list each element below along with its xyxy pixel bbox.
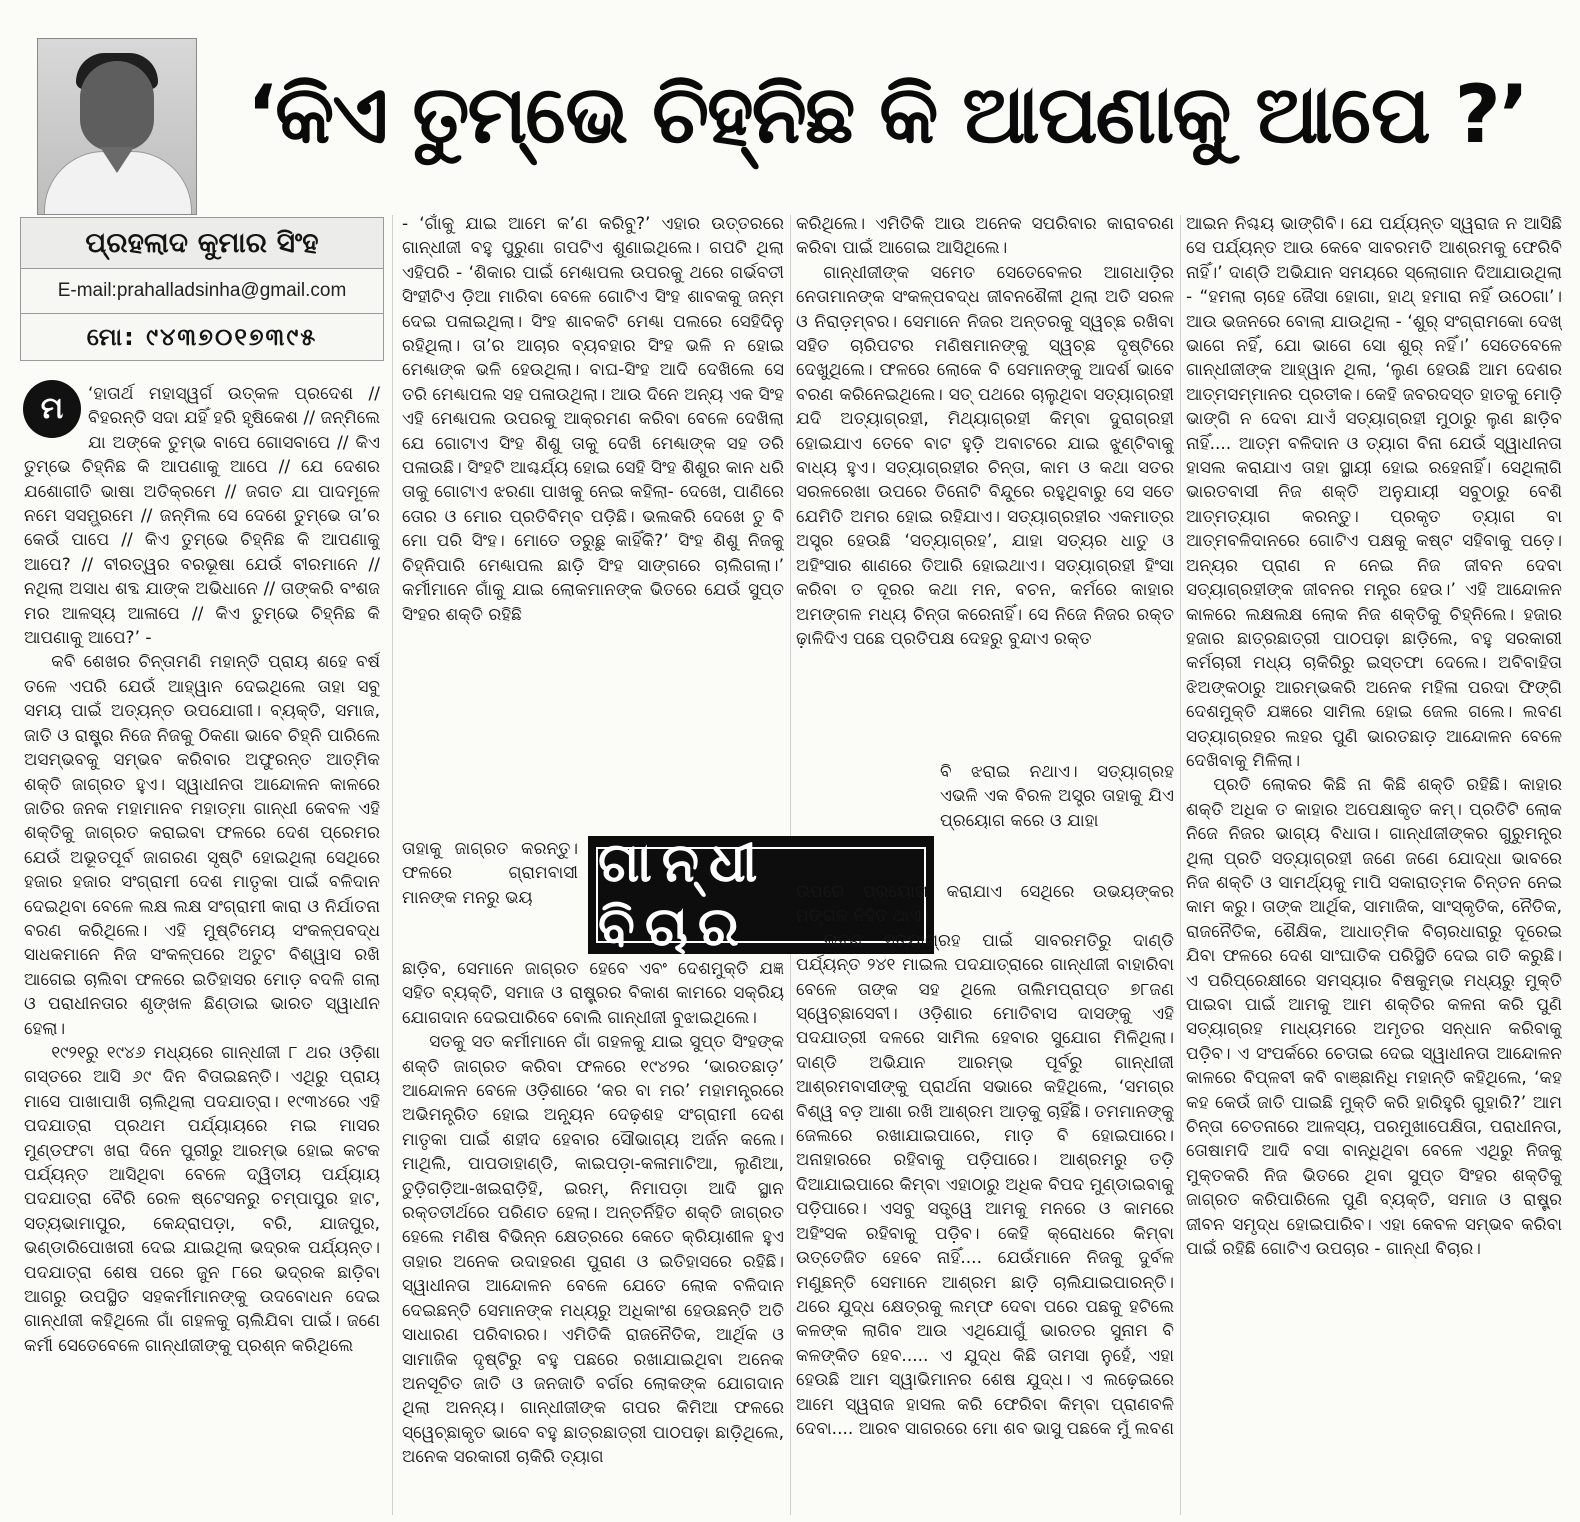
body-paragraph: ପ୍ରତି ଲୋକର କିଛି ନା କିଛି ଶକ୍ତି ରହିଛି। କାହାର ଶକ୍ତି ଅଧିକ ତ କାହାର ଅପେକ୍ଷାକୃତ କମ୍। ପ୍ରତିଟି ଲୋକ ନିଜେ ନିଜର ଭାଗ୍ୟ ବିଧାତା। ଗାନ୍ଧୀଜୀଙ୍କର ଗୁରୁମନ୍ତ୍ର ଥିଲା ପ୍ରତି ସତ୍ୟାଗ୍ରହୀ ଜଣେ ଜଣେ ଯୋଦ୍ଧା ଭାବରେ ନିଜ ଶକ୍ତି ଓ ସାମର୍ଥ୍ୟକୁ ମାପି ସକାରାତ୍ମକ ଚିନ୍ତନ ନେଇ କାମ କରୁ। ତାଙ୍କ ଆର୍ଥିକ, ସାମାଜିକ, ସାଂସ୍କୃତିକ, ନୈତିକ, ରାଜନୈତିକ, ଶୈକ୍ଷିକ, ଆଧାତ୍ମିକ ବିଚାରଧାରାରୁ ଦୂରେଇ ଯିବା ଫଳରେ ଦେଶ ସାଂଘାତିକ ପରିସ୍ଥିତି ଦେଇ ଗତି କରୁଛି। ଏ ପରିପ୍ରେକ୍ଷୀରେ ସମସ୍ୟାର ବିଷକୁମ୍ଭ ମଧ୍ୟରୁ ମୁକ୍ତି ପାଇବା ପାଇଁ ଆମକୁ ଆମ ଶକ୍ତିର କଳନା କରି ପୁଣି ସତ୍ୟାଗ୍ରହ ମାଧ୍ୟମରେ ଅମୃତର ସନ୍ଧାନ କରିବାକୁ ପଡ଼ିବ। ଏ ସଂପର୍କରେ ଚେତାଇ ଦେଇ ସ୍ୱାଧୀନତା ଆନ୍ଦୋଳନ କାଳରେ ବିପ୍ଳବୀ କବି ବାଞ୍ଛାନିଧି ମହାନ୍ତି କହିଥିଲେ, ‘କହ କହ କେଉଁ ଜାତି ପାଇଛି ମୁକ୍ତି କରି ହାରିହୁରି ଗୁହାରି?’ ଆମ ଚିନ୍ତା ଚେତନାରେ ଆଳସ୍ୟ, ପରମୁଖାପେକ୍ଷିତା, ପରାଧୀନତା, ତୋଷାମଦି ଆଦି ବସା ବାନ୍ଧିଥିବା ବେଳେ ଏଥିରୁ ନିଜକୁ ମୁକ୍ତକରି ନିଜ ଭିତରେ ଥିବା ସୁପ୍ତ ସିଂହର ଶକ୍ତିକୁ ଜାଗ୍ରତ କରିପାରିଲେ ପୁଣି ବ୍ୟକ୍ତି, ସମାଜ ଓ ରାଷ୍ଟ୍ର ଜୀବନ ସମୃଦ୍ଧ ହୋଇପାରିବ। ଏହା କେବଳ ସମ୍ଭବ କରିବା ପାଇଁ ରହିଛି ଗୋଟିଏ ଉପଚାର - ଗାନ୍ଧୀ ବିଚାର। (1186, 775, 1562, 1260)
column-2-top (402, 212, 784, 837)
author-box (20, 217, 384, 361)
body-paragraph: କବି ଶେଖର ଚିନ୍ତାମଣି ମହାନ୍ତି ପ୍ରାୟ ଶହେ ବର୍ଷ ତଳେ ଏପରି ଯେଉଁ ଆହ୍ୱାନ ଦେଇଥିଲେ ତାହା ସବୁ ସମୟ ପାଇଁ ଅତ୍ୟନ୍ତ ଉପଯୋଗୀ। ବ୍ୟକ୍ତି, ସମାଜ, ଜାତି ଓ ରାଷ୍ଟ୍ର ନିଜେ ନିଜକୁ ଠିକଣା ଭାବେ ଚିହ୍ନି ପାରିଲେ ଅସମ୍ଭବକୁ ସମ୍ଭବ କରିବାର ଅଫୁରନ୍ତ ଆତ୍ମିକ ଶକ୍ତି ଜାଗ୍ରତ ହୁଏ। ସ୍ୱାଧୀନତା ଆନ୍ଦୋଳନ କାଳରେ ଜାତିର ଜନକ ମହାମାନବ ମହାତ୍ମା ଗାନ୍ଧୀ କେବଳ ଏହି ଶକ୍ତିକୁ ଜାଗ୍ରତ କରାଇବା ଫଳରେ ଦେଶ ପ୍ରେମର ଯେଉଁ ଅଭୂତପୂର୍ବ ଜାଗରଣ ସୃଷ୍ଟି ହୋଇଥିଲା ସେଥିରେ ହଜାର ହଜାର ସଂଗ୍ରାମୀ ଦେଶ ମାତୃକା ପାଇଁ ବଳିଦାନ ଦେଇଥିବା ବେଳେ ଲକ୍ଷ ଲକ୍ଷ ସଂଗ୍ରାମୀ କାରା ଓ ନିର୍ଯାତନା ବରଣ କରିଥିଲେ। ଏହି ମୁଷ୍ଟିମେୟ ସଂକଳ୍ପବଦ୍ଧ ସାଧକମାନେ ନିଜ ସଂକଳ୍ପରେ ଅତୁଟ ବିଶ୍ୱାସ ରଖି ଆଗେଇ ଚାଲିବା ଫଳରେ ଇତିହାସର ମୋଡ଼ ବଦଳି ଗଲା ଓ ପରାଧୀନତାର ଶୃଙ୍ଖଳ ଛିଣ୍ଡାଇ ଭାରତ ସ୍ୱାଧୀନ ହେଲା। (24, 652, 380, 1039)
body-paragraph: ଆଇନ ନିଶ୍ଚୟ ଭାଙ୍ଗିବି। ଯେ ପର୍ଯ୍ୟନ୍ତ ସ୍ୱରାଜ ନ ଆସିଛି ସେ ପର୍ଯ୍ୟନ୍ତ ଆଉ କେବେ ସାବରମତି ଆଶ୍ରମକୁ ଫେରିବି ନାହିଁ।’ ଦାଣ୍ଡି ଅଭିଯାନ ସମୟରେ ସ୍ଲୋଗାନ ଦିଆଯାଉଥିଲା - “ହମଲା ଚାହେ ଜୈସା ହୋଗା, ହାଥ୍ ହମାରା ନହିଁ ଉଠେଗା’। ଆଉ ଭଜନରେ ବୋଲା ଯାଉଥିଲା - ‘ଶୁର୍ ସଂଗ୍ରାମକୋ ଦେଖ୍ ଭାଗେ ନହିଁ, ଯୋ ଭାଗେ ସୋ ଶୁର୍ ନହିଁ।’ ସେତେବେଳେ ଗାନ୍ଧୀଜୀଙ୍କ ଆହ୍ୱାନ ଥିଲା, ‘ଲୁଣ ହେଉଛି ଆମ ଦେଶର ଆତ୍ମସମ୍ମାନର ପ୍ରତୀକ। କେହି ଜବରଦସ୍ତ ହାତକୁ ମୋଡ଼ି ଭାଙ୍ଗି ନ ଦେବା ଯାଏଁ ସତ୍ୟାଗ୍ରହୀ ମୁଠାରୁ ଲୁଣ ଛାଡ଼ିବ ନାହିଁ.... ଆତ୍ମ ବଳିଦାନ ଓ ତ୍ୟାଗ ବିନା ଯେଉଁ ସ୍ୱାଧୀନତା ହାସଲ କରାଯାଏ ତାହା ସ୍ଥାୟୀ ହୋଇ ରହେନାହିଁ। ସେଥିଲାଗି ଭାରତବାସୀ ନିଜ ଶକ୍ତି ଅନୁଯାୟୀ ସବୁଠାରୁ ବେଶି ଆତ୍ମତ୍ୟାଗ କରନ୍ତୁ। ପ୍ରକୃତ ତ୍ୟାଗ ବା ଆତ୍ମବଳିଦାନରେ ଗୋଟିଏ ପକ୍ଷକୁ କଷ୍ଟ ସହିବାକୁ ପଡ଼େ। ଅନ୍ୟର ପ୍ରାଣ ନ ନେଇ ନିଜ ଜୀବନ ଦେବା ସତ୍ୟାଗ୍ରହୀଙ୍କ ଜୀବନର ମନ୍ତ୍ର ହେଉ।’ ଏହି ଆନ୍ଦୋଳନ କାଳରେ ଲକ୍ଷଲକ୍ଷ ଲୋକ ନିଜ ଶକ୍ତିକୁ ଚିହ୍ନିଲେ। ହଜାର ହଜାର ଛାତ୍ରଛାତ୍ରୀ ପାଠପଢ଼ା ଛାଡ଼ିଲେ, ବହୁ ସରକାରୀ କର୍ମଚାରୀ ମଧ୍ୟ ଚାକିରିରୁ ଇସ୍ତଫା ଦେଲେ। ଅବିବାହିତା ଝିଅଙ୍କଠାରୁ ଆରମ୍ଭକରି ଅନେକ ମହିଳା ପରଦା ଫିଙ୍ଗି ଦେଶମୁକ୍ତି ଯଜ୍ଞରେ ସାମିଲ ହୋଇ ଜେଲ ଗଲେ। ଲବଣ ସତ୍ୟାଗ୍ରହର ଲହର ପୁଣି ଭାରତଛାଡ଼ ଆନ୍ଦୋଳନ ବେଳେ ଦେଖିବାକୁ ମିଳିଲା। (1186, 214, 1562, 771)
author-photo (37, 38, 197, 215)
author-phone: ମୋ: ୯୪୩୭୦୧୭୩୯୫ (86, 323, 318, 351)
body-paragraph: ବି ଝରାଇ ନଥାଏ। ସତ୍ୟାଗ୍ରହ ଏଭଳି ଏକ ବିରଳ ଅସ୍ତ୍ର ତାହାକୁ ଯିଏ ପ୍ରୟୋଗ କରେ ଓ ଯାହା (940, 762, 1174, 831)
body-paragraph: ସତକୁ ସତ କର୍ମୀମାନେ ଗାଁ ଗହଳକୁ ଯାଇ ସୁପ୍ତ ସିଂହଙ୍କ ଶକ୍ତି ଜାଗ୍ରତ କରିବା ଫଳରେ ୧୯୪୨ର ‘ଭାରତଛାଡ଼’ ଆନ୍ଦୋଳନ ବେଳେ ଓଡ଼ିଶାରେ ‘କର ବା ମର’ ମହାମନ୍ତ୍ରରେ ଅଭିମନ୍ତ୍ରିତ ହୋଇ ଅନ୍ୟୂନ ଦେଢ଼ଶହ ସଂଗ୍ରାମୀ ଦେଶ ମାତୃକା ପାଇଁ ଶହୀଦ ହେବାର ସୌଭାଗ୍ୟ ଅର୍ଜନ କଲେ। ମାଥିଲି, ପାପଡାହାଣ୍ଡି, କାଇପଡ଼ା-କଳାମାଟିଆ, ଲୁଣିଆ, ତୁଡ଼ିଗଡ଼ିଆ-ଖଇରାଡ଼ିହି, ଇରମ୍, ନିମାପଡ଼ା ଆଦି ସ୍ଥାନ ରକ୍ତତୀର୍ଥରେ ପରିଣତ ହେଲା। ଅନ୍ତର୍ନିହିତ ଶକ୍ତି ଜାଗ୍ରତ ହେଲେ ମଣିଷ ବିଭିନ୍ନ କ୍ଷେତ୍ରରେ କେତେ କ୍ରିୟାଶୀଳ ହୁଏ ତାହାର ଅନେକ ଉଦାହରଣ ପୁରାଣ ଓ ଇତିହାସରେ ରହିଛି। ସ୍ୱାଧୀନତା ଆନ୍ଦୋଳନ ବେଳେ ଯେତେ ଲୋକ ବଳିଦାନ ଦେଇଛନ୍ତି ସେମାନଙ୍କ ମଧ୍ୟରୁ ଅଧିକାଂଶ ହେଉଛନ୍ତି ଅତି ସାଧାରଣ ପରିବାରର। ଏମିତିକି ରାଜନୈତିକ, ଆର୍ଥିକ ଓ ସାମାଜିକ ଦୃଷ୍ଟିରୁ ବହୁ ପଛରେ ରଖାଯାଇଥିବା ଅନେକ ଅନସୂଚିତ ଜାତି ଓ ଜନଜାତି ବର୍ଗର ଲୋକଙ୍କ ଯୋଗଦାନ ଥିଲା ଅନନ୍ୟ। ଗାନ୍ଧୀଜୀଙ୍କ ଗପର କିମିଆ ଫଳରେ ସ୍ୱେଚ୍ଛାକୃତ ଭାବେ ବହୁ ଛାତ୍ରଛାତ୍ରୀ ପାଠପଢ଼ା ଛାଡ଼ିଥିଲେ, ଅନେକ ସରକାରୀ ଚାକିରି ତ୍ୟାଗ (402, 1032, 784, 1468)
author-email[interactable]: E-mail:prahalladsinha@gmail.com (21, 269, 383, 314)
column-3-top (796, 212, 1174, 760)
poem-paragraph: ‘ହାତାର୍ଥ ମହାସ୍ୱର୍ଗ ଉତ୍କଳ ପ୍ରଦେଶ // ବିହରନ୍ତି ସଦା ଯହିଁ ହରି ହୃଷିକେଶ // ଜନ୍ମିଲେ ଯା ଅଙ୍କେ ତୁମ୍ଭ ବାପେ ଗୋସବାପେ // କିଏ ତୁମ୍ଭେ ଚିହ୍ନିଛ କି ଆପଣାକୁ ଆପେ // ଯେ ଦେଶର ଯଶୋଗୀତି ଭାଷା ଅତିକ୍ରମେ // ଜଗତ ଯା ପାଦମୂଳେ ନମେ ସସମ୍ଭ୍ରମେ // ଜନ୍ମିଲ ସେ ଦେଶେ ତୁମ୍ଭେ ତା’ର କେଉଁ ପାପେ // କିଏ ତୁମ୍ଭେ ଚିହ୍ନିଛ କି ଆପଣାକୁ ଆପେ? // ବୀରତ୍ୱର ବରଭୂଷା ଯେଉଁ ବୀରମାନେ // ନଥିଲା ଅସାଧ ଶବ୍ଦ ଯାଙ୍କ ଅଭିଧାନେ // ତାଙ୍କରି ବଂଶଜ ମର ଆଳସ୍ୟ ଆଳାପେ // କିଏ ତୁମ୍ଭେ ଚିହ୍ନିଛ କି ଆପଣାକୁ ଆପେ?’ - (24, 384, 380, 649)
body-paragraph: ୧୯୨୧ରୁ ୧୯୪୬ ମଧ୍ୟରେ ଗାନ୍ଧୀଜୀ ୮ ଥର ଓଡ଼ିଶା ଗସ୍ତରେ ଆସି ୬୯ ଦିନ ବିତାଇଛନ୍ତି। ଏଥିରୁ ପ୍ରାୟ ମାସେ ପାଖାପାଖି ଚାଲିଥିଲା ପଦଯାତ୍ରା। ୧୯୩୪ରେ ଏହି ପଦଯାତ୍ରା ପ୍ରଥମ ପର୍ଯ୍ୟାୟରେ ମଇ ମାସର ମୁଣ୍ଡଫଟା ଖରା ଦିନେ ପୁରୀରୁ ଆରମ୍ଭ ହୋଇ କଟକ ପର୍ଯ୍ୟନ୍ତ ଆସିଥିବା ବେଳେ ଦ୍ୱିତୀୟ ପର୍ଯ୍ୟାୟ ପଦଯାତ୍ରା ବୈରି ରେଳ ଷ୍ଟେସନରୁ ଚମ୍ପାପୁର ହାଟ, ସତ୍ୟଭାମାପୁର, କେନ୍ଦ୍ରାପଡ଼ା, ବରି, ଯାଜପୁର, ଭଣ୍ଡାରିପୋଖରୀ ଦେଇ ଯାଇଥିଲା ଭଦ୍ରକ ପର୍ଯ୍ୟନ୍ତ। ପଦଯାତ୍ରା ଶେଷ ପରେ ଜୁନ ୮ରେ ଭଦ୍ରକ ଛାଡ଼ିବା ଆଗରୁ ଉପସ୍ଥିତ ସହକର୍ମୀମାନଙ୍କୁ ଉଦବୋଧନ ଦେଇ ଗାନ୍ଧୀଜୀ କହିଥିଲେ ଗାଁ ଗହଳକୁ ଚାଲିଯିବା ପାଇଁ। ଜଣେ କର୍ମୀ ସେତେବେଳେ ଗାନ୍ଧୀଜୀଙ୍କୁ ପ୍ରଶ୍ନ କରିଥିଲେ (24, 1042, 380, 1356)
author-name: ପ୍ରହଲାଦ କୁମାର ସିଂହ (21, 218, 383, 269)
column-rule (1180, 215, 1181, 1515)
column-2-bottom (402, 957, 784, 1522)
body-paragraph: - ‘ଗାଁକୁ ଯାଇ ଆମେ କ’ଣ କରିବୁ?’ ଏହାର ଉତ୍ତରରେ ଗାନ୍ଧୀଜୀ ବହୁ ପୁରୁଣା ଗପଟିଏ ଶୁଣାଇଥିଲେ। ଗପଟି ଥିଲା ଏହିପରି - ‘ଶିକାର ପାଇଁ ମେଣ୍ଢାପଲ ଉପରକୁ ଥରେ ଗର୍ଭବତୀ ସିଂହୀଟିଏ ଡ଼ିଆ ମାରିବା ବେଳେ ଗୋଟିଏ ସିଂହ ଶାବକକୁ ଜନ୍ମ ଦେଇ ପଳାଇଥିଲା। ସିଂହ ଶାବକଟି ମେଣ୍ଢା ପଲରେ ସେହିଦିନୁ ରହିଥିଲା। ତା’ର ଆଚାର ବ୍ୟବହାର ସିଂହ ଭଳି ନ ହୋଇ ମେଣ୍ଢାଙ୍କ ଭଳି ହେଉଥିଲା। ବାଘ-ସିଂହ ଆଦି ଦେଖିଲେ ସେ ତରି ମେଣ୍ଢାପଲ ସହ ପଳାଉଥିଲା। ଆଉ ଦିନେ ଅନ୍ୟ ଏକ ସିଂହ ଏହି ମେଣ୍ଢାପଲ ଉପରକୁ ଆକ୍ରମଣ କରିବା ବେଳେ ଦେଖିଲା ଯେ ଗୋଟାଏ ସିଂହ ଶିଶୁ ତାକୁ ଦେଖି ମେଣ୍ଢାଙ୍କ ସହ ଡରି ପଳାଉଛି। ସିଂହଟି ଆଶ୍ଚର୍ଯ୍ୟ ହୋଇ ସେହି ସିଂହ ଶିଶୁର କାନ ଧରି ତାକୁ ଗୋଟାଏ ଝରଣା ପାଖକୁ ନେଇ କହିଲା- ଦେଖେ, ପାଣିରେ ତୋର ଓ ମୋର ପ୍ରତିବିମ୍ବ ପଡ଼ିଛି। ଭଲକରି ଦେଖେ ତୁ ବି ମୋ ପରି ସିଂହ। ମୋତେ ଡରୁଛୁ କାହିଁକି?’ ସିଂହ ଶିଶୁ ନିଜକୁ ଚିହ୍ନିପାରି ମେଣ୍ଢାପଲ ଛାଡ଼ି ସିଂହ ସାଙ୍ଗରେ ଚାଲିଗଲା।’ କର୍ମୀମାନେ ଗାଁକୁ ଯାଇ ଲୋକମାନଙ୍କ ଭିତରେ ଯେଉଁ ସୁପ୍ତ ସିଂହର ଶକ୍ତି ରହିଛି (402, 214, 784, 625)
column-3-wrap (940, 760, 1174, 880)
column-3-bottom (796, 880, 1174, 1522)
drop-cap: ମ (23, 380, 81, 438)
column-2-wrap (402, 837, 578, 957)
body-paragraph: ଲବଣ ସତ୍ୟାଗ୍ରହ ପାଇଁ ସାବରମତିରୁ ଦାଣ୍ଡି ପର୍ଯ୍ୟନ୍ତ ୨୪୧ ମାଇଲ ପଦଯାତ୍ରାରେ ଗାନ୍ଧୀଜୀ ବାହାରିବା ବେଳେ ତାଙ୍କ ସହ ଥିଲେ ତାଲିମପ୍ରାପ୍ତ ୭୮ଜଣ ସ୍ୱେଚ୍ଛାସେବୀ। ଓଡ଼ିଶାର ମୋତିବାସ ଦାସଙ୍କୁ ଏହି ପଦଯାତ୍ରୀ ଦଳରେ ସାମିଲ ହେବାର ସୁଯୋଗ ମିଳିଥିଲା। ଦାଣ୍ଡି ଅଭିଯାନ ଆରମ୍ଭ ପୂର୍ବରୁ ଗାନ୍ଧୀଜୀ ଆଶ୍ରମବାସୀଙ୍କୁ ପ୍ରାର୍ଥନା ସଭାରେ କହିଥିଲେ, ‘ସମଗ୍ର ବିଶ୍ୱ ବଡ଼ ଆଶା ରଖି ଆଶ୍ରମ ଆଡ଼କୁ ଚାହିଁଛି। ତମମାନଙ୍କୁ ଜେଲରେ ରଖାଯାଇପାରେ, ମାଡ଼ ବି ହୋଇପାରେ। ଅନାହାରରେ ରହିବାକୁ ପଡ଼ିପାରେ। ଆଶ୍ରମରୁ ତଡ଼ି ଦିଆଯାଇପାରେ କିମ୍ବା ଏହାଠାରୁ ଅଧିକ ବିପଦ ମୁଣ୍ଡାଇବାକୁ ପଡ଼ିପାରେ। ଏସବୁ ସତ୍ତ୍ୱେ ଆମକୁ ମନରେ ଓ କାମରେ ଅହିଂସକ ରହିବାକୁ ପଡ଼ିବ। କେହି କ୍ରୋଧରେ କିମ୍ବା ଉତ୍ତେଜିତ ହେବେ ନାହିଁ.... ଯେଉଁମାନେ ନିଜକୁ ଦୁର୍ବଳ ମଣୁଛନ୍ତି ସେମାନେ ଆଶ୍ରମ ଛାଡ଼ି ଚାଲିଯାଇପାରନ୍ତି। ଥରେ ଯୁଦ୍ଧ କ୍ଷେତ୍ରକୁ ଲମ୍ଫ ଦେବା ପରେ ପଛକୁ ହଟିଲେ କଳଙ୍କ ଲାଗିବ ଆଉ ଏଥିଯୋଗୁଁ ଭାରତର ସୁନାମ ବି କଳଙ୍କିତ ହେବ..... ଏ ଯୁଦ୍ଧ କିଛି ତାମସା ନୁହେଁ, ଏହା ହେଉଛି ଆମ ସ୍ୱାଭିମାନର ଶେଷ ଯୁଦ୍ଧ। ଏ ଲଢ଼େଇରେ ଆମେ ସ୍ୱରାଜ ହାସଲ କରି ଫେରିବା କିମ୍ବା ପ୍ରାଣବଳି ଦେବା.... ଆରବ ସାଗରରେ ମୋ ଶବ ଭାସୁ ପଛକେ ମୁଁ ଲବଣ (796, 930, 1174, 1439)
body-paragraph: କରିଥିଲେ। ଏମିତିକି ଆଉ ଅନେକ ସପରିବାର କାରାବରଣ କରିବା ପାଇଁ ଆଗେଇ ଆସିଥିଲେ। (796, 214, 1174, 259)
body-paragraph: ଗାନ୍ଧୀଜୀଙ୍କ ସମେତ ସେତେବେଳର ଆଗଧାଡ଼ିର ନେତାମାନଙ୍କ ସଂକଳ୍ପବଦ୍ଧ ଜୀବନଶୈଳୀ ଥିଲା ଅତି ସରଳ ଓ ନିରାଡ଼ମ୍ବର। ସେମାନେ ନିଜର ଅନ୍ତରକୁ ସ୍ୱଚ୍ଛ ରଖିବା ସହିତ ଚାରିପଟର ମଣିଷମାନଙ୍କୁ ସ୍ୱଚ୍ଛ ଦୃଷ୍ଟିରେ ଦେଖୁଥିଲେ। ଫଳରେ ଲୋକେ ବି ସେମାନଙ୍କୁ ଆଦର୍ଶ ଭାବେ ବରଣ କରିନେଇଥିଲେ। ସତ୍ ପଥରେ ଚାଲୁଥିବା ସତ୍ୟାଗ୍ରହୀ ଯଦି ଅତ୍ୟାଗ୍ରହୀ, ମିଥ୍ୟାଗ୍ରହୀ କିମ୍ବା ଦୁରାଗ୍ରହୀ ହୋଇଯାଏ ତେବେ ବାଟ ହୁଡ଼ି ଅବାଟରେ ଯାଇ ଝୁଣ୍ଟିବାକୁ ବାଧ୍ୟ ହୁଏ। ସତ୍ୟାଗ୍ରହୀର ଚିନ୍ତା, କାମ ଓ କଥା ସତର ସରଳରେଖା ଉପରେ ତିନୋଟି ବିନ୍ଦୁରେ ରହୁଥିବାରୁ ସେ ସତେ ଯେମିତି ଅମର ହୋଇ ରହିଯାଏ। ସତ୍ୟାଗ୍ରହୀର ଏକମାତ୍ର ଅସ୍ତ୍ର ହେଉଛି ‘ସତ୍ୟାଗ୍ରହ’, ଯାହା ସତ୍ୟର ଧାତୁ ଓ ଅହିଂସାର ଶାଣରେ ତିଆରି ହୋଇଥାଏ। ସତ୍ୟାଗ୍ରହୀ ହିଂସା କରିବା ତ ଦୂରର କଥା ମନ, ବଚନ, କର୍ମରେ କାହାର ଅମଙ୍ଗଳ ମଧ୍ୟ ଚିନ୍ତା କରେନାହିଁ। ସେ ନିଜେ ନିଜର ରକ୍ତ ଢ଼ାଳିଦିଏ ପଛେ ପ୍ରତିପକ୍ଷ ଦେହରୁ ବୁନ୍ଦାଏ ରକ୍ତ (796, 262, 1174, 649)
section-box-label: ଗାନ୍ଧୀ ବିଚାର (596, 847, 926, 943)
column-1 (24, 382, 380, 1522)
article-headline: ‘କିଏ ତୁମ୍ଭେ ଚିହ୍ନିଛ କି ଆପଣାକୁ ଆପେ ?’ (246, 68, 1528, 161)
column-rule (392, 215, 393, 1515)
body-paragraph: ଉପରେ ପ୍ରୟୋଗ କରାଯାଏ ସେଥିରେ ଉଭୟଙ୍କର ମଙ୍ଗଳ ନିହିତ ଥାଏ। (796, 882, 1174, 927)
column-4 (1186, 212, 1562, 1522)
photo-head (80, 61, 154, 151)
body-paragraph: ତାହାକୁ ଜାଗ୍ରତ କରନ୍ତୁ। ଫଳରେ ଗ୍ରାମବାସୀ ମାନଙ୍କ ମନରୁ ଭୟ (402, 839, 578, 908)
body-paragraph: ଛାଡ଼ିବ, ସେମାନେ ଜାଗ୍ରତ ହେବେ ଏବଂ ଦେଶମୁକ୍ତି ଯଜ୍ଞ ସହିତ ବ୍ୟକ୍ତି, ସମାଜ ଓ ରାଷ୍ଟ୍ରର ବିକାଶ କାମରେ ସକ୍ରିୟ ଯୋଗଦାନ ଦେଇପାରିବେ ବୋଲି ଗାନ୍ଧୀଜୀ ବୁଝାଇଥିଲେ। (402, 959, 784, 1028)
